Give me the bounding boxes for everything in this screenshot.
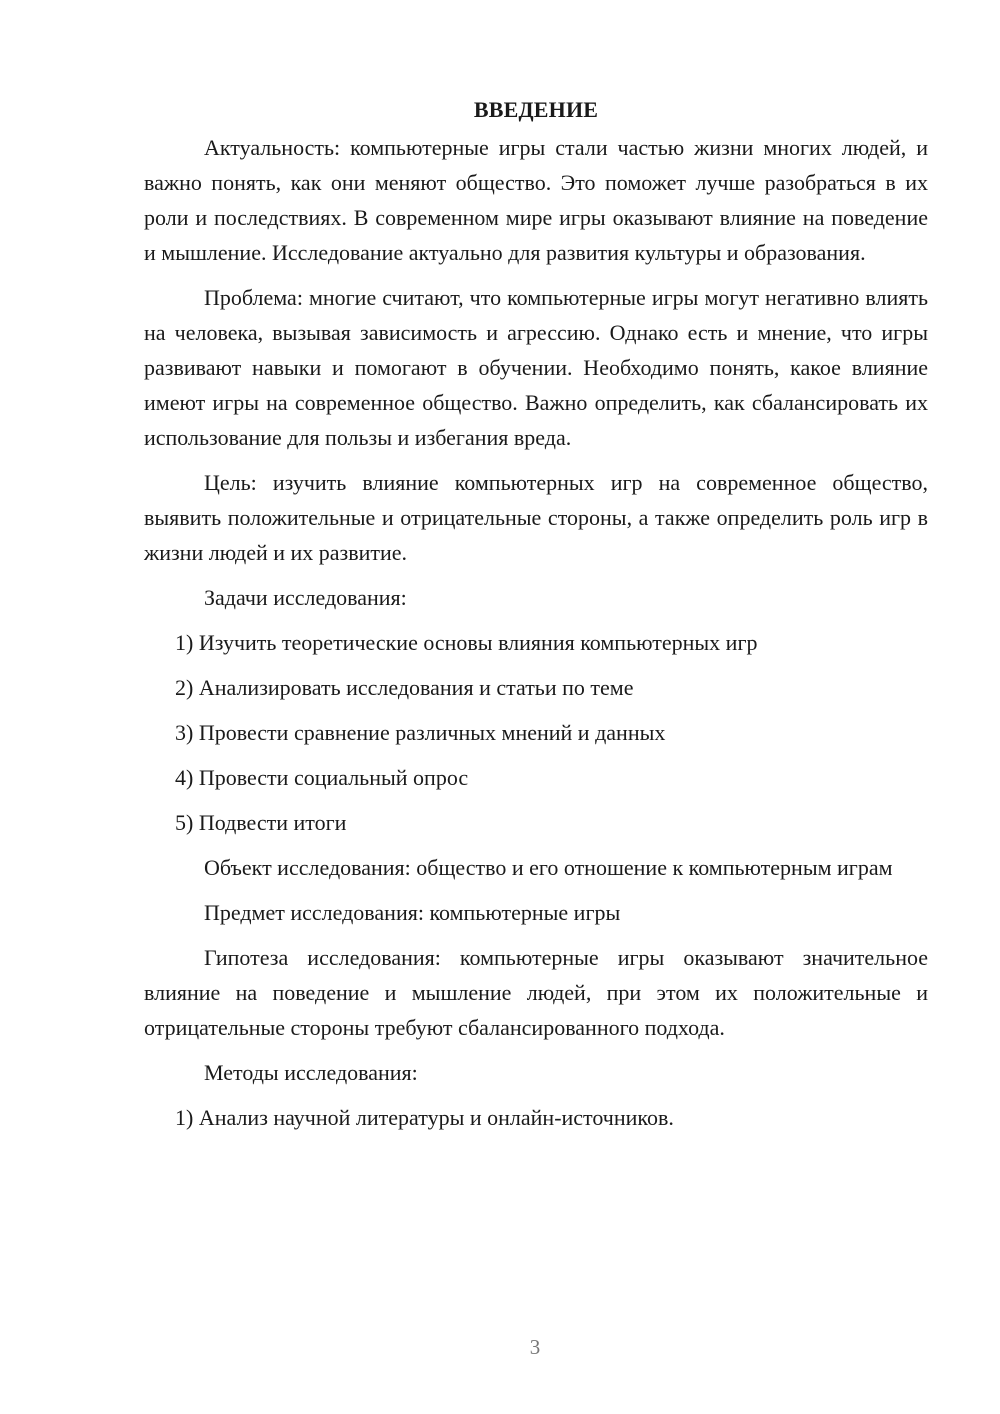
list-item: 5) Подвести итоги: [175, 810, 347, 835]
list-item: 1) Анализ научной литературы и онлайн-источников.: [175, 1105, 674, 1130]
tasks-list: [144, 625, 928, 840]
goal-paragraph: Цель: изучить влияние компьютерных игр на современное общество, выявить положительные и отрицательные стороны, а также определить роль игр в жизни людей и их развитие.: [144, 470, 928, 565]
relevance-paragraph: Актуальность: компьютерные игры стали частью жизни многих людей, и важно понять, как они меняют общество. Это поможет лучше разобраться в их роли и последствиях. В современном мире игры оказывают влияние на поведение и мышление. Исследование актуально для развития культуры и образования.: [144, 135, 928, 265]
list-item: 2) Анализировать исследования и статьи по теме: [175, 675, 634, 700]
object-paragraph: Объект исследования: общество и его отношение к компьютерным играм: [204, 855, 893, 880]
section-title: ВВЕДЕНИЕ: [473, 97, 599, 122]
document-page: [144, 90, 928, 1135]
problem-paragraph: Проблема: многие считают, что компьютерные игры могут негативно влиять на человека, вызывая зависимость и агрессию. Однако есть и мнение, что игры развивают навыки и помогают в обучении. Необходимо понять, какое влияние имеют игры на современное общество. Важно определить, как сбалансировать их использование для пользы и избегания вреда.: [144, 285, 928, 450]
list-item: 1) Изучить теоретические основы влияния компьютерных игр: [175, 630, 758, 655]
list-item: 4) Провести социальный опрос: [175, 765, 469, 790]
page-number: 3: [529, 1335, 541, 1359]
list-item: 3) Провести сравнение различных мнений и данных: [175, 720, 666, 745]
subject-paragraph: Предмет исследования: компьютерные игры: [204, 900, 621, 925]
methods-heading: Методы исследования:: [204, 1060, 418, 1085]
methods-list: [144, 1100, 928, 1135]
tasks-heading: Задачи исследования:: [204, 585, 407, 610]
hypothesis-paragraph: Гипотеза исследования: компьютерные игры оказывают значительное влияние на поведение и мышление людей, при этом их положительные и отрицательные стороны требуют сбалансированного подхода.: [144, 945, 928, 1040]
